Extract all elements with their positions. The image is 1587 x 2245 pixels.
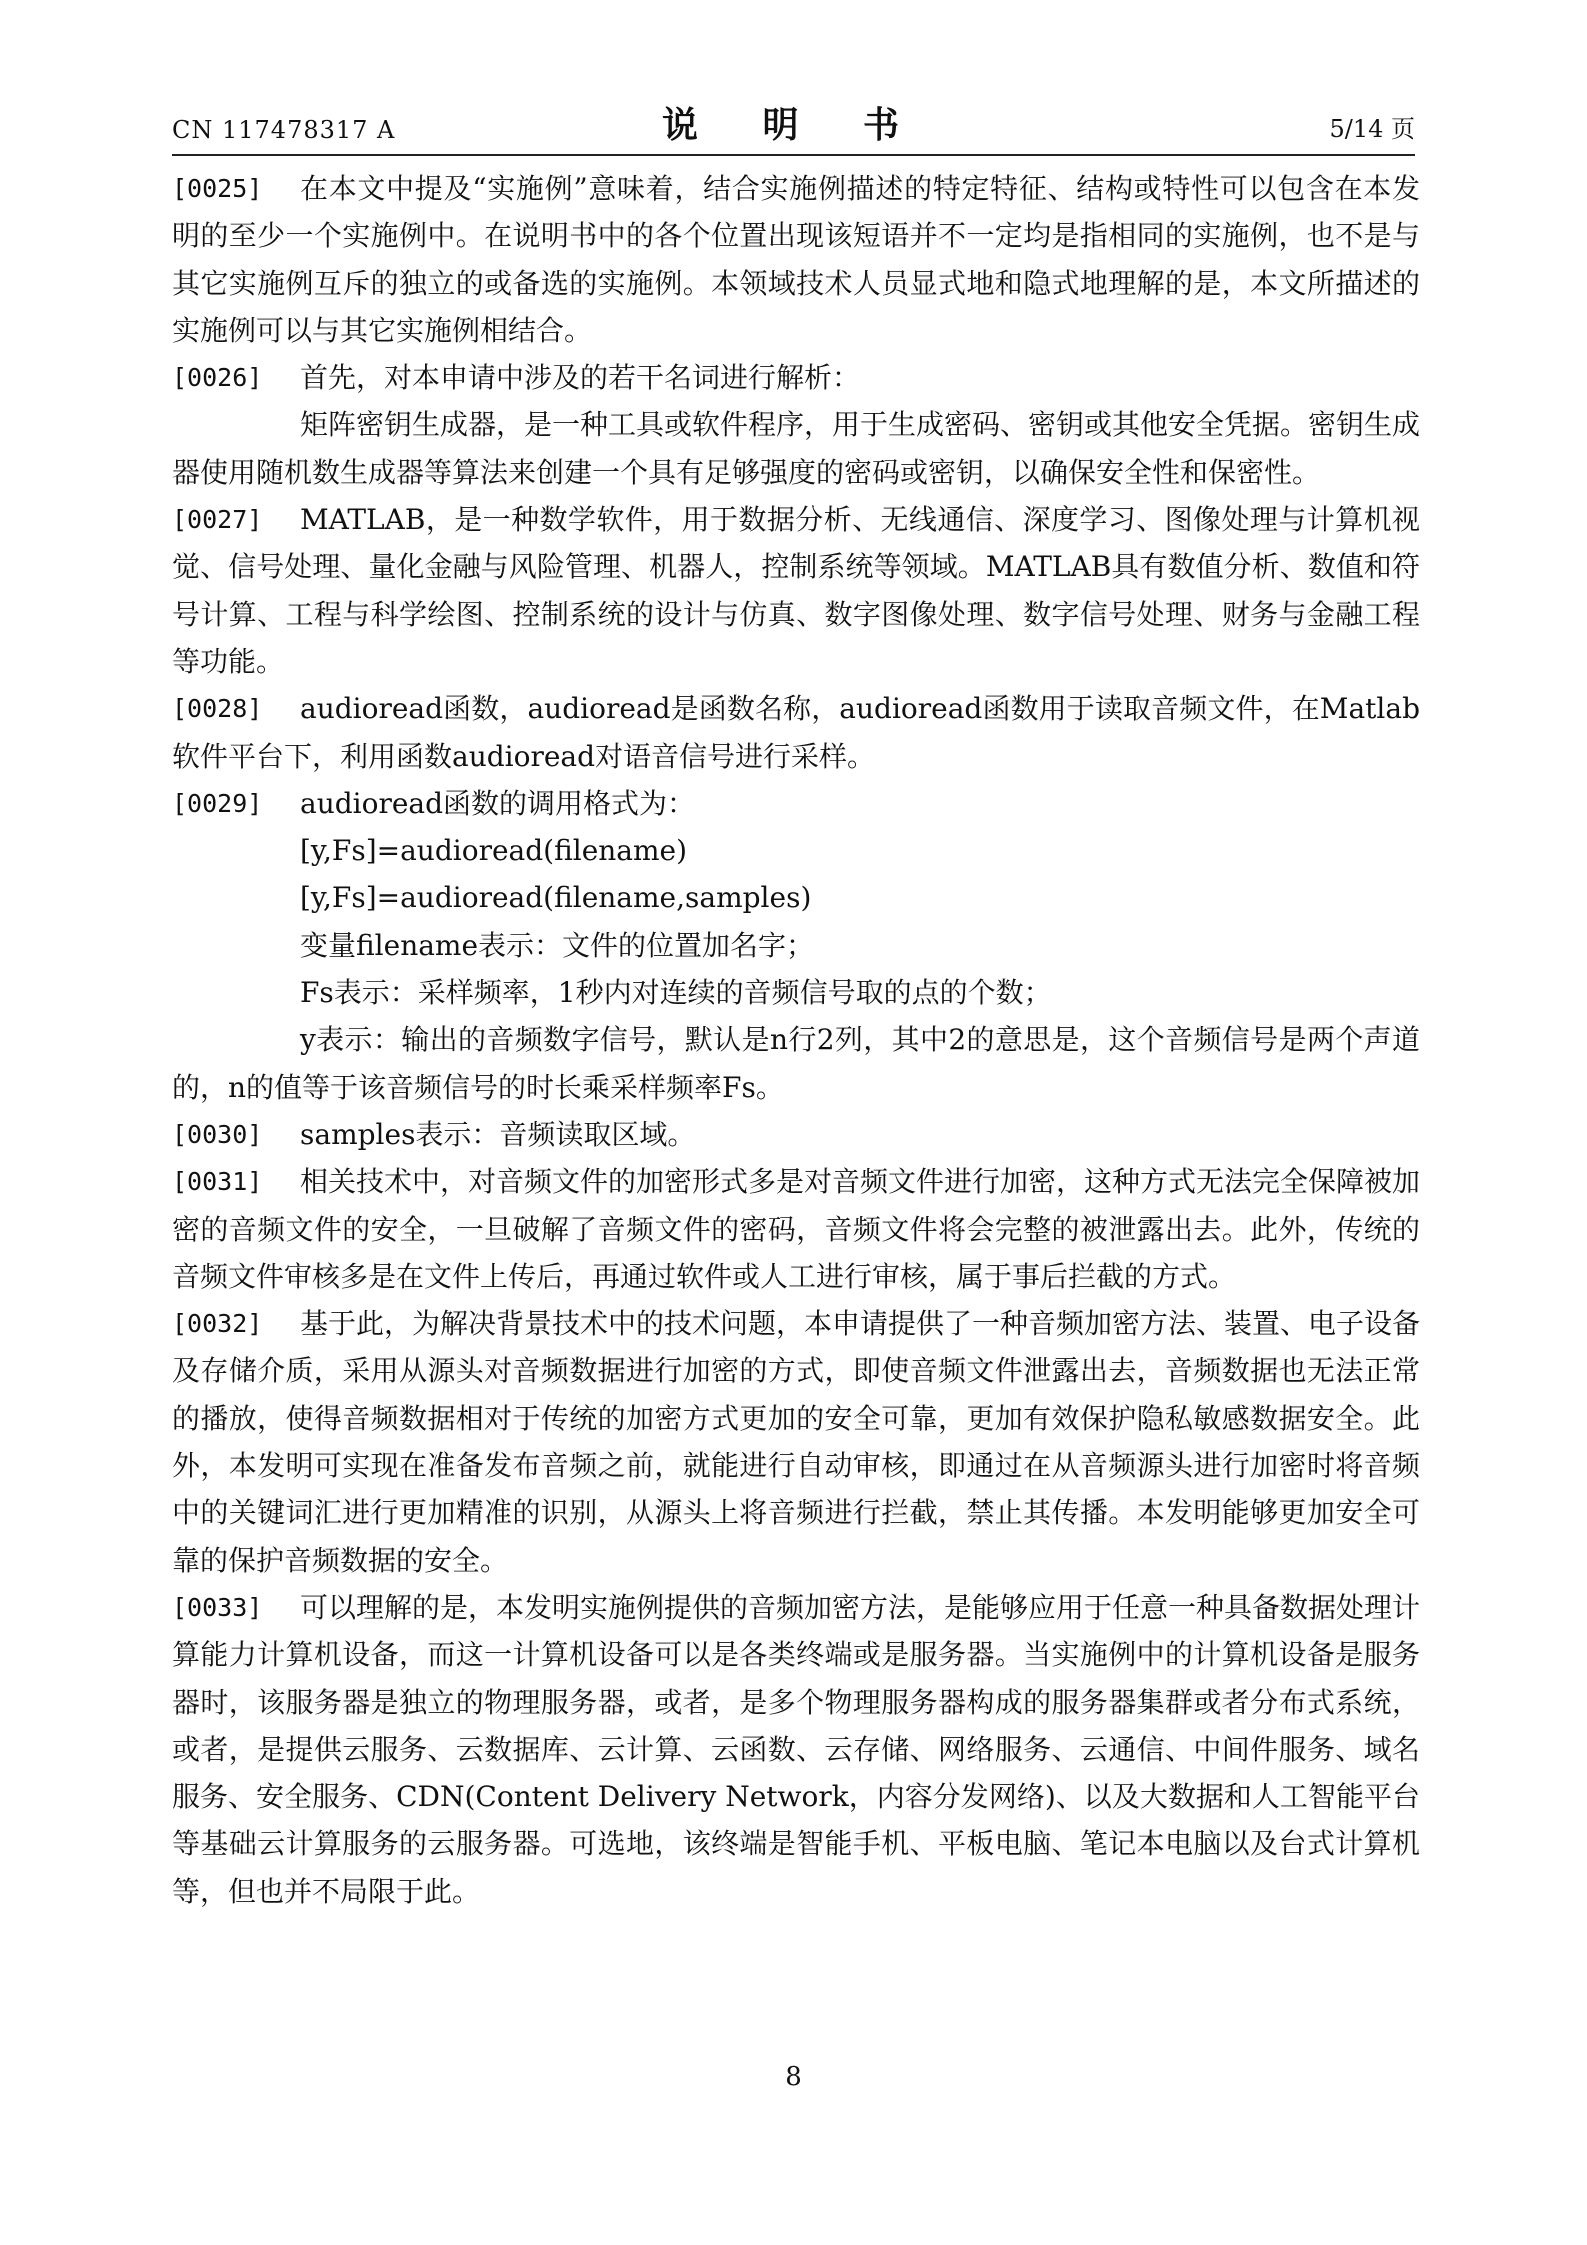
page-indicator: 5/14 页 — [1329, 115, 1415, 143]
paragraph-text: [y,Fs]=audioread(filename,samples) — [300, 881, 812, 915]
paragraph — [172, 1158, 1420, 1300]
paragraph-number: [0026] — [172, 363, 263, 393]
paragraph — [172, 1111, 1420, 1158]
paragraph — [172, 1300, 1420, 1584]
paragraph-number: [0033] — [172, 1592, 263, 1622]
paragraph-text: samples表示：音频读取区域。 — [300, 1117, 696, 1151]
paragraph — [172, 685, 1420, 780]
paragraph-number: [0030] — [172, 1119, 263, 1149]
paragraph-text: Fs表示：采样频率，1秒内对连续的音频信号取的点的个数； — [300, 976, 1052, 1010]
paragraph — [172, 1584, 1420, 1915]
document-body — [172, 165, 1420, 1915]
publication-number: CN 117478317 A — [172, 116, 396, 144]
paragraph-number: [0029] — [172, 788, 263, 818]
paragraph-text: y表示：输出的音频数字信号，默认是n行2列，其中2的意思是，这个音频信号是两个声道的，n的值等于该音频信号的时长乘采样频率Fs。 — [172, 1023, 1420, 1104]
paragraph-text: 矩阵密钥生成器，是一种工具或软件程序，用于生成密码、密钥或其他安全凭据。密钥生成器使用随机数生成器等算法来创建一个具有足够强度的密码或密钥，以确保安全性和保密性。 — [172, 408, 1421, 489]
paragraph-number: [0025] — [172, 174, 263, 203]
document-title: 说 明 书 — [661, 104, 926, 146]
header-rule — [172, 154, 1415, 156]
paragraph — [172, 1016, 1420, 1111]
paragraph — [172, 165, 1420, 354]
paragraph-text: MATLAB，是一种数学软件，用于数据分析、无线通信、深度学习、图像处理与计算机视觉、信号处理、量化金融与风险管理、机器人，控制系统等领域。MATLAB具有数值分析、数值和符号计算、工程与科学绘图、控制系统的设计与仿真、数字图像处理、数字信号处理、财务与金融工程等功能。 — [172, 503, 1420, 678]
page-number: 8 — [785, 2062, 802, 2092]
paragraph-text: audioread函数的调用格式为： — [300, 786, 696, 820]
paragraph-number: [0032] — [172, 1309, 263, 1339]
paragraph-number: [0031] — [172, 1167, 263, 1197]
paragraph — [172, 780, 1420, 827]
paragraph-text: 在本文中提及“实施例”意味着，结合实施例描述的特定特征、结构或特性可以包含在本发明的至少一个实施例中。在说明书中的各个位置出现该短语并不一定均是指相同的实施例，也不是与其它实施例互斥的独立的或备选的实施例。本领域技术人员显式地和隐式地理解的是，本文所描述的实施例可以与其它实施例相结合。 — [172, 172, 1420, 347]
paragraph-text: 首先，对本申请中涉及的若干名词进行解析： — [300, 361, 861, 395]
paragraph-text: audioread函数，audioread是函数名称，audioread函数用于读取音频文件，在Matlab软件平台下，利用函数audioread对语音信号进行采样。 — [172, 692, 1420, 773]
paragraph — [172, 922, 1420, 969]
paragraph — [172, 401, 1420, 496]
paragraph-text: 相关技术中，对音频文件的加密形式多是对音频文件进行加密，这种方式无法完全保障被加密的音频文件的安全，一旦破解了音频文件的密码，音频文件将会完整的被泄露出去。此外，传统的音频文件审核多是在文件上传后，再通过软件或人工进行审核，属于事后拦截的方式。 — [172, 1165, 1421, 1293]
paragraph-text: 可以理解的是，本发明实施例提供的音频加密方法，是能够应用于任意一种具备数据处理计算能力计算机设备，而这一计算机设备可以是各类终端或是服务器。当实施例中的计算机设备是服务器时，该服务器是独立的物理服务器，或者，是多个物理服务器构成的服务器集群或者分布式系统，或者，是提供云服务、云数据库、云计算、云函数、云存储、网络服务、云通信、中间件服务、域名服务、安全服务、CDN(Content Delivery Network，内容分发网络)、以及大数据和人工智能平台等基础云计算服务的云服务器。可选地，该终端是智能手机、平板电脑、笔记本电脑以及台式计算机等，但也并不局限于此。 — [172, 1590, 1421, 1908]
paragraph-text: 变量filename表示：文件的位置加名字； — [300, 928, 815, 962]
paragraph-number: [0027] — [172, 505, 263, 535]
paragraph — [172, 874, 1420, 921]
paragraph — [172, 969, 1420, 1016]
paragraph-text: 基于此，为解决背景技术中的技术问题，本申请提供了一种音频加密方法、装置、电子设备及存储介质，采用从源头对音频数据进行加密的方式，即使音频文件泄露出去，音频数据也无法正常的播放，使得音频数据相对于传统的加密方式更加的安全可靠，更加有效保护隐私敏感数据安全。此外，本发明可实现在准备发布音频之前，就能进行自动审核，即通过在从音频源头进行加密时将音频中的关键词汇进行更加精准的识别，从源头上将音频进行拦截，禁止其传播。本发明能够更加安全可靠的保护音频数据的安全。 — [172, 1307, 1421, 1577]
paragraph — [172, 354, 1420, 401]
paragraph-text: [y,Fs]=audioread(filename) — [300, 834, 688, 868]
paragraph-number: [0028] — [172, 694, 263, 724]
page-header — [172, 96, 1415, 152]
paragraph — [172, 827, 1420, 874]
paragraph — [172, 496, 1420, 685]
